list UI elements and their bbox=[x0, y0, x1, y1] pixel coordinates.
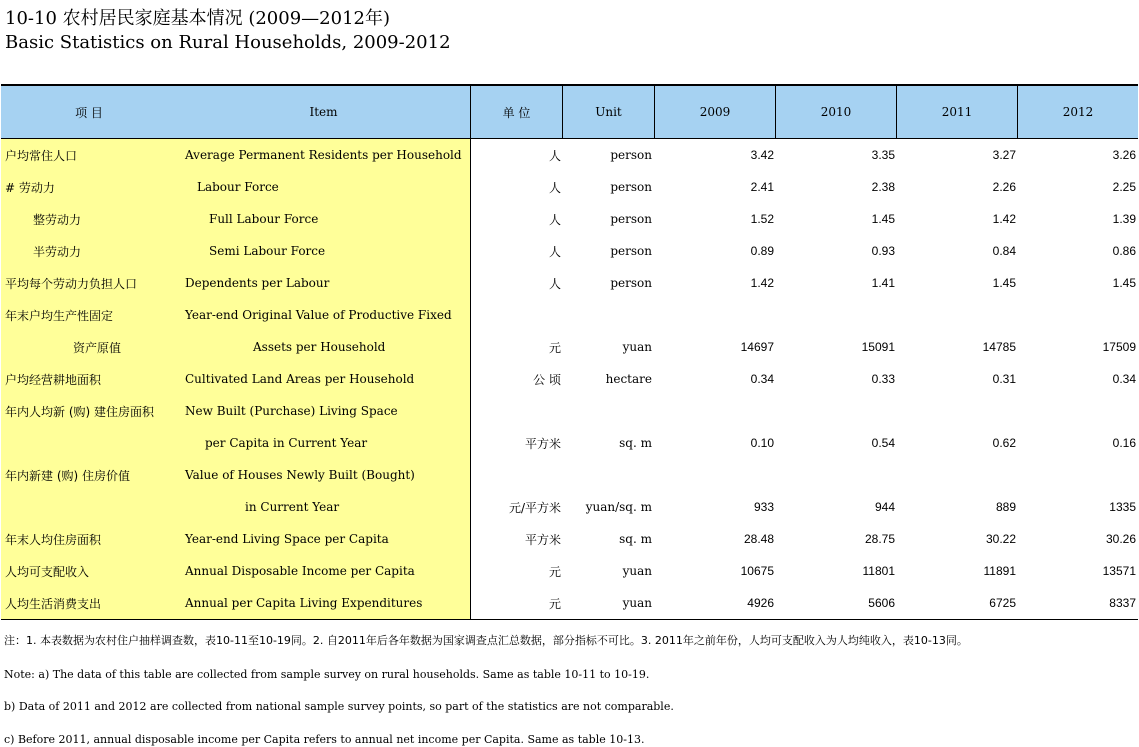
note-chinese: 注：1. 本表数据为农村住户抽样调查数，表10-11至10-19同。2. 自2011年后各年数据为国家调查点汇总数据，部分指标不可比。3. 2011年之前年份，人均可支配收入为人均纯收入，表10-13同。 bbox=[4, 634, 968, 647]
row-label-en: Labour Force bbox=[177, 171, 471, 203]
row-label-cn bbox=[1, 427, 177, 459]
header-year-2011: 2011 bbox=[897, 86, 1018, 138]
value-2010-cell: 5606 bbox=[868, 596, 895, 610]
unit-cn-cell: 公 顷 bbox=[533, 372, 561, 387]
value-2012-cell: 1335 bbox=[1109, 500, 1136, 514]
value-2011-cell bbox=[897, 299, 1018, 331]
table-row bbox=[1, 363, 1138, 395]
table-row bbox=[1, 171, 1138, 203]
value-2012-cell: 3.26 bbox=[1112, 148, 1136, 162]
value-2012-cell: 30.26 bbox=[1105, 532, 1136, 546]
value-2012-cell: 0.86 bbox=[1112, 244, 1136, 258]
row-label-cn: 户均常住人口 bbox=[1, 139, 177, 171]
table-body bbox=[1, 139, 1138, 619]
unit-cn-cell: 人 bbox=[548, 244, 561, 259]
unit-en-cell bbox=[563, 459, 655, 491]
unit-en-cell: yuan bbox=[622, 596, 652, 610]
value-2009-cell bbox=[655, 459, 776, 491]
value-2011-cell: 14785 bbox=[982, 340, 1016, 354]
row-label-en: Year-end Original Value of Productive Fixed bbox=[177, 299, 471, 331]
unit-en-cell: person bbox=[610, 244, 652, 258]
row-label-en: Average Permanent Residents per Household bbox=[177, 139, 471, 171]
value-2009-cell: 1.42 bbox=[750, 276, 774, 290]
value-2012-cell: 1.39 bbox=[1112, 212, 1136, 226]
note-c: c) Before 2011, annual disposable income per Capita refers to annual net income per Capita. Same as table 10-13. bbox=[4, 733, 645, 746]
unit-en-cell: person bbox=[610, 276, 652, 290]
unit-en-cell: yuan bbox=[622, 340, 652, 354]
value-2009-cell bbox=[655, 299, 776, 331]
statistics-table bbox=[1, 84, 1138, 620]
header-year-2010: 2010 bbox=[776, 86, 897, 138]
header-year-2012: 2012 bbox=[1062, 105, 1094, 119]
value-2009-cell: 14697 bbox=[740, 340, 774, 354]
unit-cn-cell: 平方米 bbox=[524, 532, 561, 547]
note-b: b) Data of 2011 and 2012 are collected from national sample survey points, so part of the statistics are not comparable. bbox=[4, 700, 674, 713]
value-2012-cell: 2.25 bbox=[1112, 180, 1136, 194]
header-unit-cn: 单 位 bbox=[471, 86, 563, 138]
row-label-cn: 整劳动力 bbox=[1, 203, 177, 235]
table-header bbox=[1, 86, 1138, 139]
row-label-cn: 平均每个劳动力负担人口 bbox=[1, 267, 177, 299]
value-2009-cell bbox=[655, 395, 776, 427]
row-label-en: Year-end Living Space per Capita bbox=[177, 523, 471, 555]
row-label-en: New Built (Purchase) Living Space bbox=[177, 395, 471, 427]
unit-en-cell: sq. m bbox=[619, 532, 652, 546]
value-2011-cell: 3.27 bbox=[992, 148, 1016, 162]
unit-cn-cell: 人 bbox=[548, 276, 561, 291]
value-2009-cell: 10675 bbox=[740, 564, 774, 578]
unit-cn-cell bbox=[471, 395, 563, 427]
value-2009-cell: 3.42 bbox=[750, 148, 774, 162]
page-title-chinese: 10-10 农村居民家庭基本情况 (2009—2012年) bbox=[5, 8, 390, 29]
table-row bbox=[1, 459, 1138, 491]
value-2010-cell: 0.54 bbox=[871, 436, 895, 450]
value-2012-cell: 13571 bbox=[1102, 564, 1136, 578]
table-row bbox=[1, 267, 1138, 299]
row-label-en: per Capita in Current Year bbox=[177, 427, 471, 459]
unit-cn-cell: 人 bbox=[548, 180, 561, 195]
row-label-en: Assets per Household bbox=[177, 331, 471, 363]
note-a: Note: a) The data of this table are collected from sample survey on rural households. Same as table 10-11 to 10-19. bbox=[4, 668, 650, 681]
unit-cn-cell: 元 bbox=[548, 564, 561, 579]
table-row bbox=[1, 331, 1138, 363]
value-2010-cell: 2.38 bbox=[871, 180, 895, 194]
row-label-cn: 半劳动力 bbox=[1, 235, 177, 267]
row-label-cn: 年末户均生产性固定 bbox=[1, 299, 177, 331]
value-2010-cell bbox=[776, 459, 897, 491]
unit-cn-cell: 人 bbox=[548, 148, 561, 163]
row-label-cn: 户均经营耕地面积 bbox=[1, 363, 177, 395]
unit-cn-cell: 元 bbox=[548, 596, 561, 611]
unit-cn-cell bbox=[471, 459, 563, 491]
value-2011-cell: 6725 bbox=[989, 596, 1016, 610]
row-label-cn: # 劳动力 bbox=[1, 171, 177, 203]
value-2012-cell: 1.45 bbox=[1112, 276, 1136, 290]
table-row bbox=[1, 235, 1138, 267]
unit-en-cell: person bbox=[610, 148, 652, 162]
value-2010-cell: 11801 bbox=[862, 564, 895, 578]
value-2011-cell: 0.31 bbox=[992, 372, 1016, 386]
value-2010-cell: 28.75 bbox=[864, 532, 895, 546]
table-row bbox=[1, 523, 1138, 555]
unit-en-cell bbox=[563, 299, 655, 331]
row-label-cn bbox=[1, 491, 177, 523]
table-row bbox=[1, 395, 1138, 427]
unit-cn-cell: 平方米 bbox=[524, 436, 561, 451]
value-2010-cell: 15091 bbox=[861, 340, 895, 354]
value-2012-cell bbox=[1018, 459, 1138, 491]
unit-en-cell: hectare bbox=[605, 372, 652, 386]
value-2009-cell: 933 bbox=[753, 500, 774, 514]
value-2009-cell: 28.48 bbox=[743, 532, 774, 546]
unit-en-cell bbox=[563, 395, 655, 427]
header-item-cn: 项 目 bbox=[75, 105, 103, 120]
row-label-en: Cultivated Land Areas per Household bbox=[177, 363, 471, 395]
unit-en-cell: person bbox=[610, 180, 652, 194]
value-2010-cell: 944 bbox=[874, 500, 895, 514]
unit-cn-cell: 元/平方米 bbox=[508, 500, 561, 515]
unit-en-cell: sq. m bbox=[619, 436, 652, 450]
value-2010-cell: 1.41 bbox=[871, 276, 895, 290]
row-label-en: Dependents per Labour bbox=[177, 267, 471, 299]
value-2011-cell: 889 bbox=[995, 500, 1016, 514]
value-2009-cell: 0.10 bbox=[750, 436, 774, 450]
value-2009-cell: 2.41 bbox=[750, 180, 774, 194]
header-unit-en: Unit bbox=[563, 86, 655, 138]
row-label-en: Semi Labour Force bbox=[177, 235, 471, 267]
row-label-en: Value of Houses Newly Built (Bought) bbox=[177, 459, 471, 491]
value-2010-cell bbox=[776, 395, 897, 427]
table-row bbox=[1, 139, 1138, 171]
value-2012-cell: 17509 bbox=[1102, 340, 1136, 354]
unit-cn-cell: 元 bbox=[548, 340, 561, 355]
value-2010-cell: 3.35 bbox=[871, 148, 895, 162]
value-2011-cell: 1.45 bbox=[992, 276, 1016, 290]
table-row bbox=[1, 427, 1138, 459]
value-2012-cell: 8337 bbox=[1109, 596, 1136, 610]
row-label-cn: 人均生活消费支出 bbox=[1, 587, 177, 619]
value-2012-cell bbox=[1018, 299, 1138, 331]
value-2009-cell: 1.52 bbox=[750, 212, 774, 226]
header-year-2009: 2009 bbox=[655, 86, 776, 138]
unit-en-cell: person bbox=[610, 212, 652, 226]
value-2011-cell bbox=[897, 459, 1018, 491]
value-2009-cell: 4926 bbox=[747, 596, 774, 610]
table-row bbox=[1, 491, 1138, 523]
unit-cn-cell: 人 bbox=[548, 212, 561, 227]
value-2010-cell: 0.33 bbox=[871, 372, 895, 386]
unit-cn-cell bbox=[471, 299, 563, 331]
value-2011-cell bbox=[897, 395, 1018, 427]
value-2012-cell: 0.16 bbox=[1112, 436, 1136, 450]
value-2011-cell: 30.22 bbox=[985, 532, 1016, 546]
unit-en-cell: yuan/sq. m bbox=[585, 500, 652, 514]
row-label-cn: 人均可支配收入 bbox=[1, 555, 177, 587]
header-item-en: Item bbox=[177, 86, 471, 138]
value-2010-cell bbox=[776, 299, 897, 331]
table-row bbox=[1, 587, 1138, 619]
unit-en-cell: yuan bbox=[622, 564, 652, 578]
value-2011-cell: 0.62 bbox=[992, 436, 1016, 450]
row-label-cn: 资产原值 bbox=[1, 331, 177, 363]
page-title-english: Basic Statistics on Rural Households, 2009-2012 bbox=[5, 32, 451, 53]
row-label-cn: 年内新建 (购) 住房价值 bbox=[1, 459, 177, 491]
value-2012-cell bbox=[1018, 395, 1138, 427]
row-label-en: in Current Year bbox=[177, 491, 471, 523]
value-2009-cell: 0.89 bbox=[750, 244, 774, 258]
value-2011-cell: 0.84 bbox=[992, 244, 1016, 258]
value-2009-cell: 0.34 bbox=[750, 372, 774, 386]
value-2010-cell: 0.93 bbox=[871, 244, 895, 258]
value-2011-cell: 1.42 bbox=[992, 212, 1016, 226]
row-label-en: Annual per Capita Living Expenditures bbox=[177, 587, 471, 619]
table-row bbox=[1, 299, 1138, 331]
row-label-en: Annual Disposable Income per Capita bbox=[177, 555, 471, 587]
table-row bbox=[1, 203, 1138, 235]
value-2011-cell: 2.26 bbox=[992, 180, 1016, 194]
row-label-cn: 年末人均住房面积 bbox=[1, 523, 177, 555]
value-2011-cell: 11891 bbox=[983, 564, 1016, 578]
value-2010-cell: 1.45 bbox=[871, 212, 895, 226]
row-label-cn: 年内人均新 (购) 建住房面积 bbox=[1, 395, 177, 427]
table-row bbox=[1, 555, 1138, 587]
value-2012-cell: 0.34 bbox=[1112, 372, 1136, 386]
row-label-en: Full Labour Force bbox=[177, 203, 471, 235]
